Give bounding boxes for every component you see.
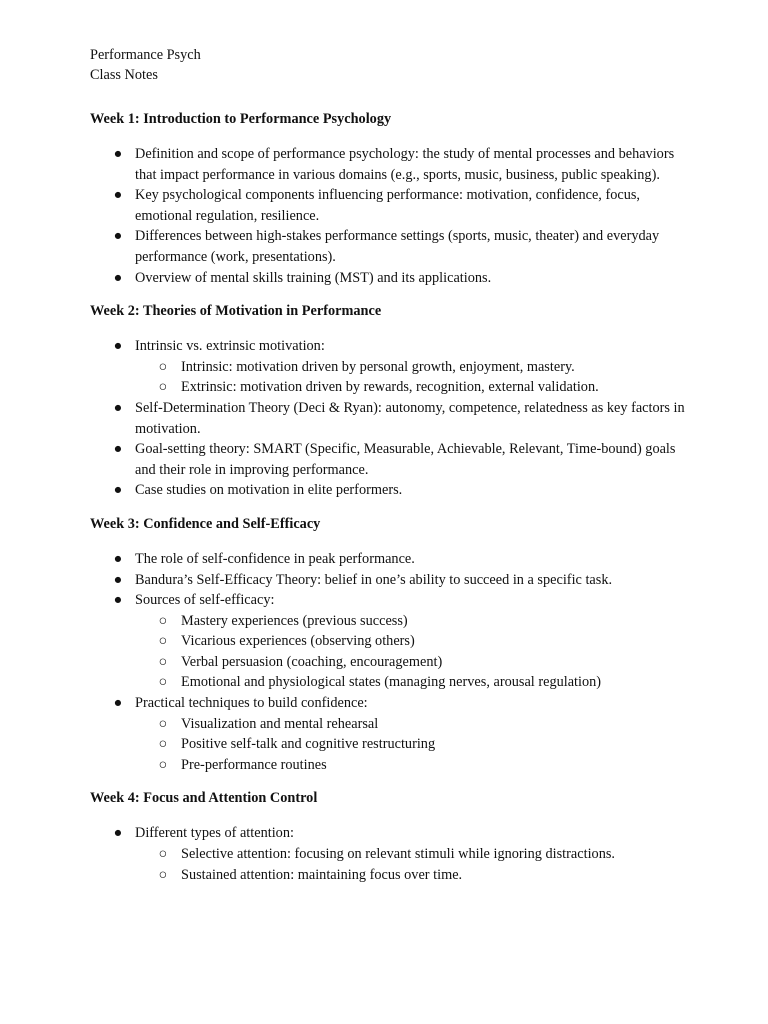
list-item (90, 480, 690, 501)
hollow-bullet-icon: ○ (158, 846, 168, 863)
hollow-bullet-icon: ○ (158, 612, 168, 629)
sub-list-item-text: Mastery experiences (previous success) (181, 612, 408, 629)
list-item-text: Goal-setting theory: SMART (Specific, Measurable, Achievable, Relevant, Time-bound) goals and their role in improving performance. (135, 441, 676, 478)
sub-list-item-text: Pre-performance routines (181, 756, 327, 773)
sub-list-item-text: Verbal persuasion (coaching, encouragement) (181, 653, 443, 670)
list-item (90, 398, 690, 439)
list-item (90, 268, 690, 289)
sub-list-item (135, 672, 690, 693)
filled-bullet-icon: ● (113, 592, 123, 609)
sub-list-item (135, 357, 690, 378)
filled-bullet-icon: ● (113, 571, 123, 588)
list-item (90, 823, 690, 885)
hollow-bullet-icon: ○ (158, 674, 168, 691)
document-page (90, 45, 690, 898)
list-item-text: Overview of mental skills training (MST) and its applications. (135, 269, 492, 286)
week-section (90, 514, 690, 776)
sub-list-item (135, 377, 690, 398)
hollow-bullet-icon: ○ (158, 756, 168, 773)
filled-bullet-icon: ● (113, 550, 123, 567)
filled-bullet-icon: ● (113, 338, 123, 355)
hollow-bullet-icon: ○ (158, 358, 168, 375)
sub-list-item (135, 652, 690, 673)
sub-list-item-text: Selective attention: focusing on relevant stimuli while ignoring distractions. (181, 846, 615, 863)
sub-list-item (135, 734, 690, 755)
filled-bullet-icon: ● (113, 825, 123, 842)
notes-label: Class Notes (90, 67, 158, 83)
list-item (90, 549, 690, 570)
week-section (90, 788, 690, 885)
sub-bullet-list (135, 357, 690, 398)
filled-bullet-icon: ● (113, 146, 123, 162)
hollow-bullet-icon: ○ (158, 379, 168, 396)
hollow-bullet-icon: ○ (158, 715, 168, 732)
list-item-text: Self-Determination Theory (Deci & Ryan): autonomy, competence, relatedness as key factors in motivation. (135, 399, 685, 437)
bullet-list (90, 823, 690, 885)
list-item-text: Intrinsic vs. extrinsic motivation: (135, 338, 325, 355)
list-item-text: Sources of self-efficacy: (135, 592, 275, 609)
bullet-list (90, 144, 690, 288)
list-item-text: Differences between high-stakes performance settings (sports, music, theater) and everyday performance (work, presentations). (135, 228, 660, 265)
week-heading: Week 1: Introduction to Performance Psychology (90, 111, 392, 127)
list-item (90, 693, 690, 775)
sub-list-item (135, 631, 690, 652)
hollow-bullet-icon: ○ (158, 633, 168, 650)
list-item (90, 185, 690, 226)
list-item-text: Bandura’s Self-Efficacy Theory: belief in one’s ability to succeed in a specific task. (135, 571, 613, 588)
filled-bullet-icon: ● (113, 399, 123, 416)
bullet-list (90, 336, 690, 501)
sub-list-item-text: Positive self-talk and cognitive restructuring (181, 736, 436, 753)
week-section (90, 301, 690, 501)
list-item (90, 439, 690, 480)
hollow-bullet-icon: ○ (158, 653, 168, 670)
filled-bullet-icon: ● (113, 695, 123, 712)
sub-bullet-list (135, 714, 690, 776)
list-item-text: Different types of attention: (135, 825, 294, 842)
sub-list-item-text: Visualization and mental rehearsal (181, 715, 379, 732)
list-item-text: The role of self-confidence in peak performance. (135, 550, 415, 567)
week-heading: Week 3: Confidence and Self-Efficacy (90, 515, 321, 532)
hollow-bullet-icon: ○ (158, 866, 168, 883)
filled-bullet-icon: ● (113, 269, 123, 286)
sub-list-item-text: Intrinsic: motivation driven by personal growth, enjoyment, mastery. (181, 358, 575, 375)
sub-list-item-text: Extrinsic: motivation driven by rewards, recognition, external validation. (181, 379, 599, 396)
week-heading: Week 2: Theories of Motivation in Performance (90, 303, 382, 320)
sub-bullet-list (135, 611, 690, 693)
sub-list-item (135, 714, 690, 735)
week-heading: Week 4: Focus and Attention Control (90, 790, 318, 807)
filled-bullet-icon: ● (113, 187, 123, 204)
hollow-bullet-icon: ○ (158, 736, 168, 753)
list-item-text: Definition and scope of performance psychology: the study of mental processes and behaviors that impact performance in various domains (e.g., sports, music, business, public speaking). (135, 146, 675, 183)
list-item (90, 590, 690, 693)
weeks-container (90, 109, 690, 885)
filled-bullet-icon: ● (113, 441, 123, 458)
bullet-list (90, 549, 690, 776)
sub-list-item-text: Emotional and physiological states (managing nerves, arousal regulation) (181, 674, 602, 691)
sub-list-item (135, 865, 690, 886)
filled-bullet-icon: ● (113, 482, 123, 499)
list-item-text: Key psychological components influencing performance: motivation, confidence, focus, emotional regulation, resilience. (135, 187, 640, 224)
sub-list-item (135, 755, 690, 776)
list-item-text: Practical techniques to build confidence: (135, 695, 368, 712)
sub-list-item (135, 611, 690, 632)
list-item (90, 226, 690, 267)
list-item (90, 144, 690, 185)
list-item (90, 570, 690, 591)
list-item-text: Case studies on motivation in elite performers. (135, 482, 403, 499)
list-item (90, 336, 690, 398)
course-title: Performance Psych (90, 47, 201, 63)
sub-list-item-text: Vicarious experiences (observing others) (181, 633, 415, 650)
sub-list-item-text: Sustained attention: maintaining focus over time. (181, 866, 463, 883)
week-section (90, 109, 690, 288)
sub-bullet-list (135, 844, 690, 885)
filled-bullet-icon: ● (113, 228, 123, 245)
sub-list-item (135, 844, 690, 865)
